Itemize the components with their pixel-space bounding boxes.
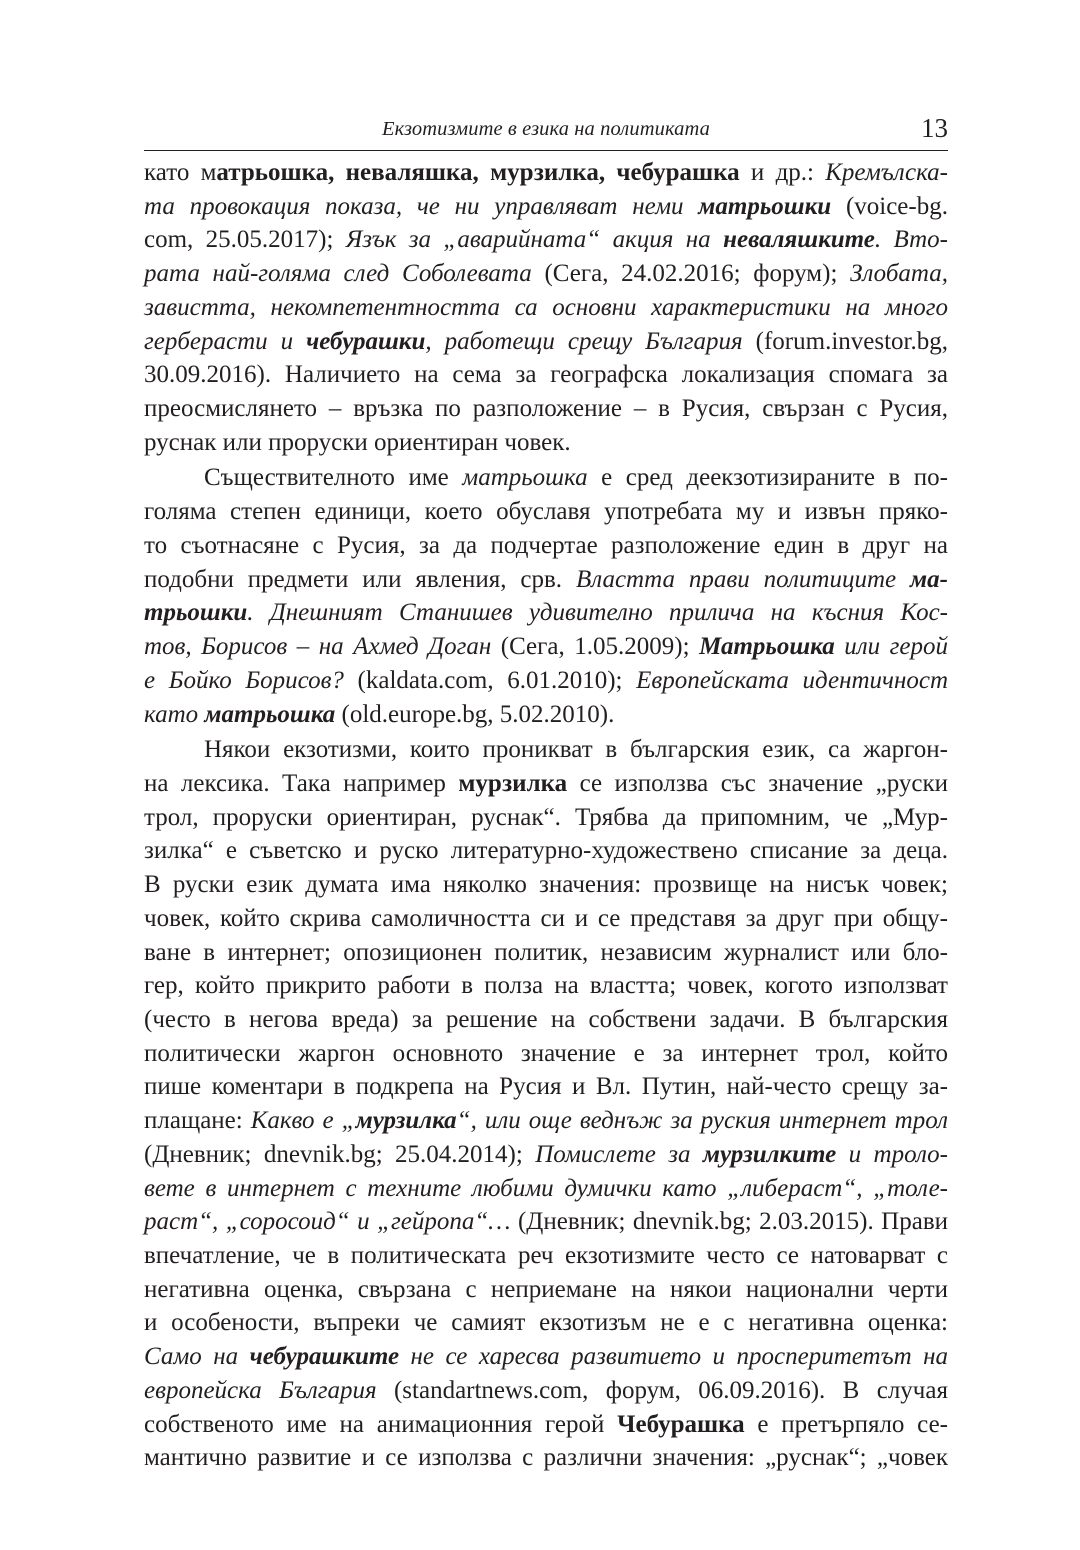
text-line	[144, 1205, 948, 1239]
text-run: (често в негова вреда) за решение на собствени задачи. В българския	[144, 1005, 948, 1033]
text-run: пише коментари в подкрепа на Русия и Вл. Путин, най-често срещу за-	[144, 1073, 948, 1101]
text-run: то съотнасяне с Русия, за да подчертае разположение един в друг на	[144, 531, 948, 559]
emphasis-run: Помислете за	[535, 1140, 703, 1168]
emphasis-run: тов, Борисов – на Ахмед Доган	[144, 633, 492, 661]
emphasis-run: матрьошка	[462, 464, 588, 492]
running-title: Екзотизмите в езика на политиката	[382, 118, 710, 140]
text-line	[144, 1408, 948, 1442]
text-line	[144, 1441, 948, 1475]
text-line	[144, 936, 948, 970]
text-run: Съществителното име	[204, 464, 463, 492]
text-run: В руски език думата има няколко значения: прозвище на нисък човек;	[144, 871, 948, 899]
emphasis-run: матрьошки	[698, 192, 832, 220]
emphasis-run: Властта прави политиците	[575, 565, 911, 593]
text-run: (Сега, 24.02.2016; форум);	[531, 260, 851, 288]
emphasis-run: вете в интернет с техните любими думички като „либераст“, „толе-	[144, 1174, 948, 1202]
text-line	[144, 495, 948, 529]
emphasis-run: гербераcти и	[144, 327, 307, 355]
text-line	[144, 1340, 948, 1374]
text-run: е сред деекзотизираните в по-	[587, 464, 949, 492]
text-line	[144, 1273, 948, 1307]
emphasis-run: , работещи срещу България	[425, 327, 743, 355]
text-run: плащане:	[144, 1107, 251, 1135]
text-run: преосмислянето – връзка по разположение – в Русия, свързан с Русия,	[144, 395, 948, 423]
text-line	[144, 596, 948, 630]
text-line	[144, 1138, 948, 1172]
emphasis-run: ма-	[910, 565, 948, 593]
text-line	[144, 733, 948, 767]
text-run: (standartnews.com, форум, 06.09.2016). В случая	[376, 1376, 948, 1404]
running-header	[144, 112, 948, 151]
text-run: като м	[144, 159, 217, 186]
text-run: негативна оценка, свързана с неприемане на някои национални черти	[144, 1275, 948, 1303]
text-run: (voice-bg.	[831, 192, 948, 220]
emphasis-run: Злобата,	[850, 260, 949, 288]
text-run: (kaldata.com, 6.01.2010);	[343, 666, 637, 694]
text-line	[144, 358, 948, 392]
text-run: и др.:	[739, 159, 826, 186]
text-run: 30.09.2016). Наличието на сема за географска локализация спомага за	[144, 361, 948, 389]
text-line	[144, 257, 948, 291]
emphasis-run: като	[144, 700, 205, 728]
text-run: com, 25.05.2017);	[144, 226, 346, 254]
page-number: 13	[921, 113, 948, 143]
text-run: е претърпяло се-	[744, 1410, 948, 1438]
emphasis-run: европейска България	[144, 1376, 377, 1404]
emphasis-run: Матрьошка	[699, 633, 835, 661]
text-run: (old.europe.bg, 5.02.2010).	[335, 700, 615, 728]
text-line	[144, 902, 948, 936]
text-run: зилка“ е съветско и руско литературно-художествено списание за деца.	[144, 837, 948, 865]
emphasis-run: Кремълска-	[825, 159, 948, 186]
text-line	[144, 223, 948, 257]
text-run: трол, проруски ориентиран, руснак“. Трябва да припомним, че „Мур-	[144, 803, 948, 831]
text-line	[144, 392, 948, 426]
text-run: руснак или проруски ориентиран човек.	[144, 428, 571, 456]
emphasis-run: раст“, „соросоид“ и „гейропа“…	[144, 1208, 511, 1236]
emphasis-run: Само на	[144, 1343, 250, 1371]
text-line	[144, 529, 948, 563]
text-run: човек, който скрива самоличността си и се представя за друг при общу-	[144, 904, 948, 932]
emphasis-run: мурзилките	[702, 1140, 837, 1168]
text-line	[144, 1070, 948, 1104]
text-run: (forum.investor.bg,	[742, 327, 948, 355]
text-run: и особености, въпреки че самият екзотизъм не е с негативна оценка:	[144, 1309, 948, 1337]
emphasis-run: рата най-голяма след Соболевата	[144, 260, 532, 288]
text-run: (Дневник; dnevnik.bg; 25.04.2014);	[144, 1140, 536, 1168]
emphasis-run: трьошки	[144, 599, 248, 627]
emphasis-run: или герой	[834, 633, 948, 661]
body-text	[144, 156, 948, 1475]
text-line	[144, 834, 948, 868]
text-line	[144, 426, 948, 460]
text-run: ване в интернет; опозиционен политик, независим журналист или бло-	[144, 938, 948, 966]
text-line	[144, 325, 948, 359]
text-line	[144, 801, 948, 835]
text-line	[144, 1003, 948, 1037]
emphasis-run: неваляшките	[723, 226, 875, 254]
text-line	[144, 969, 948, 1003]
text-run: политически жаргон основното значение е за интернет трол, който	[144, 1039, 948, 1067]
text-line	[144, 698, 948, 732]
emphasis-run: атрьошка, неваляшка, мурзилка, чебурашка	[216, 159, 740, 186]
text-line	[144, 1239, 948, 1273]
emphasis-run: чебурашки	[306, 327, 426, 355]
paragraph	[144, 156, 948, 459]
text-line	[144, 664, 948, 698]
paragraph	[144, 461, 948, 731]
text-run: собственото име на анимационния герой	[144, 1410, 618, 1438]
text-run: на лексика. Така например	[144, 769, 459, 797]
emphasis-run: матрьошка	[204, 700, 336, 728]
emphasis-run: Чебурашка	[617, 1410, 745, 1438]
text-run: се използва със значение „руски	[567, 769, 948, 797]
text-run: гер, който прикрито работи в полза на властта; човек, когото използват	[144, 972, 948, 1000]
text-line	[144, 1306, 948, 1340]
text-run: подобни предмети или явления, срв.	[144, 565, 576, 593]
text-line	[144, 563, 948, 597]
text-line	[144, 156, 948, 190]
text-line	[144, 1104, 948, 1138]
emphasis-run: мурзилка	[355, 1107, 457, 1135]
emphasis-run: Какво е „	[250, 1107, 356, 1135]
text-line	[144, 1172, 948, 1206]
text-line	[144, 461, 948, 495]
text-line	[144, 767, 948, 801]
emphasis-run: “, или още веднъж за руския интернет трол	[456, 1107, 948, 1135]
text-line	[144, 190, 948, 224]
text-line	[144, 630, 948, 664]
emphasis-run: . Вто-	[874, 226, 948, 254]
paragraph	[144, 733, 948, 1475]
text-line	[144, 1037, 948, 1071]
text-run: Някои екзотизми, които проникват в българския език, са жаргон-	[204, 736, 948, 764]
emphasis-run: и троло-	[836, 1140, 948, 1168]
text-line	[144, 868, 948, 902]
text-run: впечатление, че в политическата реч екзотизмите често се натоварват с	[144, 1242, 948, 1269]
text-line	[144, 291, 948, 325]
emphasis-run: е Бойко Борисов?	[144, 666, 344, 694]
emphasis-run: мурзилка	[458, 769, 568, 797]
text-line	[144, 1374, 948, 1408]
emphasis-run: не се харесва развитието и просперитетът на	[399, 1343, 948, 1371]
text-run: (Сега, 1.05.2009);	[491, 633, 700, 661]
emphasis-run: завистта, некомпетентността са основни характеристики на много	[144, 293, 948, 321]
emphasis-run: та провокация показа, че ни управляват неми	[144, 192, 699, 220]
text-run: мантично развитие и се използва с различни значения: „руснак“; „човек	[144, 1444, 948, 1472]
emphasis-run: Европейската идентичност	[636, 666, 949, 694]
text-run: (Дневник; dnevnik.bg; 2.03.2015). Прави	[510, 1208, 949, 1236]
emphasis-run: чебурашките	[249, 1343, 400, 1371]
text-run: голяма степен единици, което обуславя употребата му и извън пряко-	[144, 498, 948, 526]
emphasis-run: . Днешният Станишев удивително прилича на късния Кос-	[247, 599, 948, 627]
emphasis-run: Язък за „аварийната“ акция на	[345, 226, 724, 254]
